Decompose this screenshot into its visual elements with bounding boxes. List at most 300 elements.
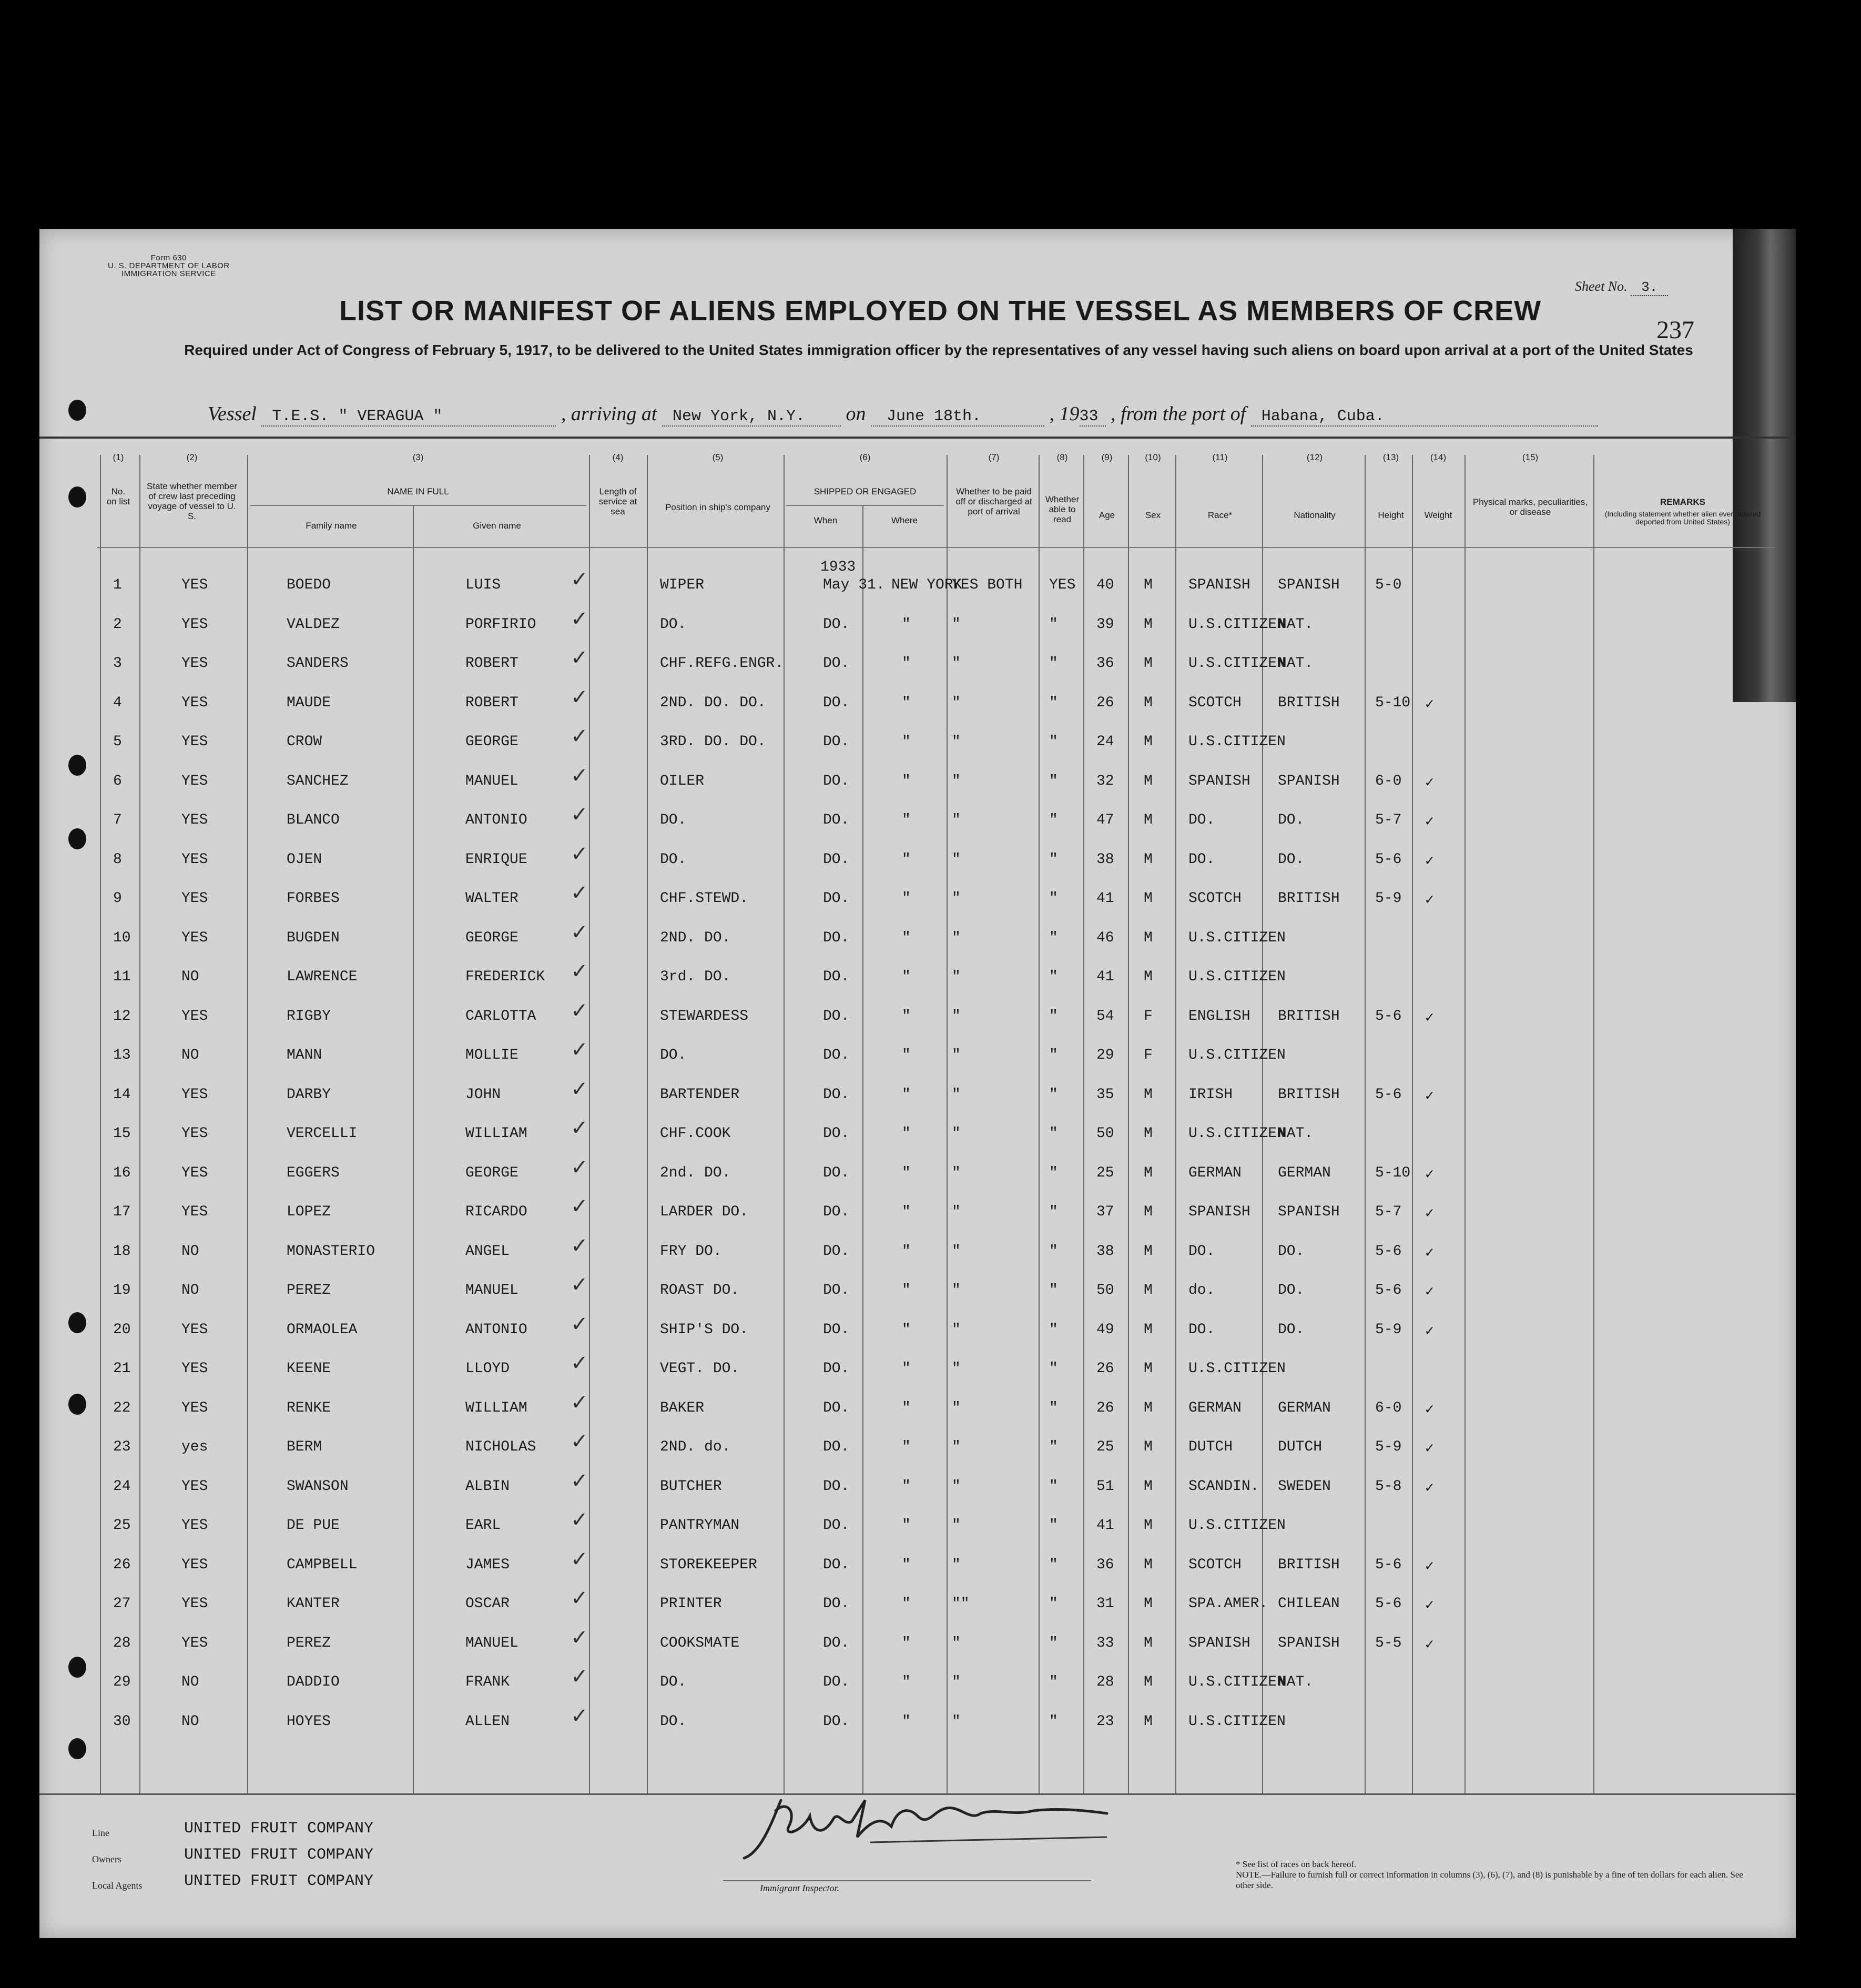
shipped-when-cell: DO.	[823, 1125, 850, 1142]
table-row	[39, 800, 1796, 839]
paid-off-cell: "	[952, 1361, 961, 1377]
age-cell: 36	[1096, 1556, 1114, 1573]
col-num-1: (1)	[113, 452, 124, 462]
sex-cell: M	[1144, 1086, 1153, 1103]
col-header-given-name: Given name	[473, 521, 521, 531]
row-number-cell: 4	[113, 694, 122, 711]
weight-cell: ✓	[1425, 814, 1434, 830]
able-to-read-cell: "	[1049, 734, 1058, 750]
year-label: , 19	[1049, 403, 1080, 425]
check-mark-icon: ✓	[571, 1038, 588, 1062]
previous-voyage-cell: YES	[181, 655, 208, 672]
shipped-where-cell: "	[902, 1596, 911, 1612]
previous-voyage-cell: YES	[181, 694, 208, 711]
table-row	[39, 1271, 1796, 1310]
position-cell: DO.	[660, 1674, 687, 1690]
col-header-when: When	[813, 515, 838, 525]
paid-off-cell: "	[952, 1243, 961, 1260]
previous-voyage-cell: YES	[181, 773, 208, 789]
weight-cell: ✓	[1425, 1010, 1434, 1027]
row-number-cell: 19	[113, 1282, 131, 1299]
row-number-cell: 13	[113, 1047, 131, 1063]
nationality-cell: DO.	[1278, 812, 1305, 828]
inspector-signature	[739, 1779, 1117, 1874]
col-header-age: Age	[1099, 510, 1115, 520]
col-header-weight: Weight	[1424, 510, 1452, 520]
paid-off-cell: "	[952, 1517, 961, 1534]
age-cell: 25	[1096, 1439, 1114, 1455]
given-name-cell: MANUEL	[465, 1635, 518, 1651]
height-cell: 5-0	[1375, 577, 1402, 593]
arriving-label: , arriving at	[561, 403, 657, 425]
shipped-when-cell: DO.	[823, 694, 850, 711]
punch-hole	[68, 400, 86, 421]
shipped-where-cell: "	[902, 1635, 911, 1651]
weight-cell: ✓	[1425, 1480, 1434, 1497]
check-mark-icon: ✓	[571, 763, 588, 788]
shipped-sub-rule	[786, 505, 944, 506]
row-number-cell: 18	[113, 1243, 131, 1260]
check-mark-icon: ✓	[571, 881, 588, 905]
height-cell: 5-10	[1375, 694, 1411, 711]
nationality-cell: DO.	[1278, 1282, 1305, 1299]
punch-hole	[68, 486, 86, 508]
race-cell: SCOTCH	[1188, 1556, 1242, 1573]
shipped-when-cell: DO.	[823, 1321, 850, 1338]
previous-voyage-cell: YES	[181, 1321, 208, 1338]
height-cell: 5-7	[1375, 1204, 1402, 1220]
family-name-cell: SWANSON	[287, 1478, 349, 1495]
height-cell: 5-9	[1375, 890, 1402, 907]
position-cell: VEGT. DO.	[660, 1361, 740, 1377]
arrival-port: New York, N.Y.	[662, 408, 841, 427]
height-cell: 5-6	[1375, 1086, 1402, 1103]
able-to-read-cell: "	[1049, 1243, 1058, 1260]
nationality-cell: GERMAN	[1278, 1164, 1331, 1181]
table-row	[39, 1349, 1796, 1388]
col-num-12: (12)	[1306, 452, 1323, 462]
row-number-cell: 22	[113, 1399, 131, 1416]
shipped-when-cell: DO.	[823, 1635, 850, 1651]
race-cell: GERMAN	[1188, 1399, 1242, 1416]
age-cell: 51	[1096, 1478, 1114, 1495]
position-cell: 2ND. DO.	[660, 929, 731, 946]
position-cell: CHF.COOK	[660, 1125, 731, 1142]
age-cell: 38	[1096, 1243, 1114, 1260]
given-name-cell: ALBIN	[465, 1478, 510, 1495]
col-header-paid-off: Whether to be paid off or discharged at port of arrival	[955, 486, 1032, 516]
nationality-cell: NAT.	[1278, 1125, 1314, 1142]
position-cell: 2nd. DO.	[660, 1164, 731, 1181]
shipped-where-cell: "	[902, 1517, 911, 1534]
previous-voyage-cell: NO	[181, 1674, 199, 1690]
shipped-when-cell: DO.	[823, 1517, 850, 1534]
race-cell: DO.	[1188, 1321, 1215, 1338]
age-cell: 38	[1096, 851, 1114, 868]
paid-off-cell: "	[952, 1321, 961, 1338]
check-mark-icon: ✓	[571, 685, 588, 709]
shipped-where-cell: "	[902, 1164, 911, 1181]
shipped-where-cell: "	[902, 1361, 911, 1377]
row-number-cell: 6	[113, 773, 122, 789]
given-name-cell: ANTONIO	[465, 1321, 527, 1338]
shipped-year-note: 1933	[820, 559, 856, 575]
form-number: Form 630	[150, 253, 187, 262]
able-to-read-cell: "	[1049, 1399, 1058, 1416]
height-cell: 5-6	[1375, 1556, 1402, 1573]
race-cell: U.S.CITIZEN	[1188, 1125, 1286, 1142]
height-cell: 5-9	[1375, 1321, 1402, 1338]
family-name-cell: CAMPBELL	[287, 1556, 358, 1573]
position-cell: 3RD. DO. DO.	[660, 734, 766, 750]
height-cell: 6-0	[1375, 773, 1402, 789]
sex-cell: M	[1144, 1635, 1153, 1651]
weight-cell: ✓	[1425, 1441, 1434, 1457]
row-number-cell: 1	[113, 577, 122, 593]
given-name-cell: JOHN	[465, 1086, 501, 1103]
position-cell: BARTENDER	[660, 1086, 740, 1103]
document-subtitle: Required under Act of Congress of February 5, 1917, to be delivered to the United States immigration officer by the representatives of any vessel having such aliens on board upon arrival at a port of the United States	[184, 342, 1693, 358]
nationality-cell: BRITISH	[1278, 694, 1340, 711]
age-cell: 28	[1096, 1674, 1114, 1690]
sex-cell: M	[1144, 577, 1153, 593]
paid-off-cell: YES BOTH	[952, 577, 1023, 593]
shipped-where-cell: "	[902, 890, 911, 907]
nationality-cell: CHILEAN	[1278, 1596, 1340, 1612]
given-name-cell: WALTER	[465, 890, 518, 907]
col-header-remarks-note: (Including statement whether alien ever ordered deported from United States)	[1604, 510, 1761, 526]
paid-off-cell: "	[952, 1635, 961, 1651]
position-cell: STOREKEEPER	[660, 1556, 757, 1573]
row-number-cell: 29	[113, 1674, 131, 1690]
previous-voyage-cell: YES	[181, 1164, 208, 1181]
sex-cell: M	[1144, 1164, 1153, 1181]
shipped-where-cell: "	[902, 616, 911, 633]
row-number-cell: 21	[113, 1361, 131, 1377]
shipped-when-cell: DO.	[823, 1399, 850, 1416]
arrival-year: 33	[1080, 408, 1106, 427]
col-num-2: (2)	[186, 452, 198, 462]
sex-cell: M	[1144, 851, 1153, 868]
line-label: Line	[92, 1828, 109, 1838]
table-row	[39, 644, 1796, 683]
table-row	[39, 1506, 1796, 1545]
paid-off-cell: "	[952, 616, 961, 633]
row-number-cell: 27	[113, 1596, 131, 1612]
position-cell: CHF.STEWD.	[660, 890, 749, 907]
paid-off-cell: "	[952, 1478, 961, 1495]
col-num-15: (15)	[1522, 452, 1539, 462]
table-row	[39, 1662, 1796, 1701]
row-number-cell: 8	[113, 851, 122, 868]
check-mark-icon: ✓	[571, 1116, 588, 1140]
table-row	[39, 957, 1796, 996]
row-number-cell: 2	[113, 616, 122, 633]
footnotes	[1236, 1859, 1762, 1891]
previous-voyage-cell: NO	[181, 1243, 199, 1260]
family-name-cell: KEENE	[287, 1361, 331, 1377]
shipped-where-cell: "	[902, 1556, 911, 1573]
shipped-where-cell: "	[902, 969, 911, 985]
weight-cell: ✓	[1425, 1598, 1434, 1614]
sex-cell: M	[1144, 1361, 1153, 1377]
sex-cell: M	[1144, 734, 1153, 750]
shipped-when-cell: DO.	[823, 734, 850, 750]
family-name-cell: LAWRENCE	[287, 969, 358, 985]
table-row	[39, 1192, 1796, 1231]
race-cell: U.S.CITIZEN	[1188, 1361, 1286, 1377]
sex-cell: M	[1144, 1556, 1153, 1573]
position-cell: LARDER DO.	[660, 1204, 749, 1220]
able-to-read-cell: "	[1049, 655, 1058, 672]
nationality-cell: NAT.	[1278, 655, 1314, 672]
previous-voyage-cell: NO	[181, 1282, 199, 1299]
row-number-cell: 15	[113, 1125, 131, 1142]
sheet-number	[1575, 279, 1668, 295]
able-to-read-cell: "	[1049, 969, 1058, 985]
row-number-cell: 20	[113, 1321, 131, 1338]
weight-cell: ✓	[1425, 775, 1434, 792]
col-num-10: (10)	[1145, 452, 1161, 462]
col-num-8: (8)	[1056, 452, 1068, 462]
shipped-when-cell: DO.	[823, 851, 850, 868]
previous-voyage-cell: YES	[181, 1125, 208, 1142]
shipped-when-cell: DO.	[823, 1164, 850, 1181]
age-cell: 23	[1096, 1713, 1114, 1730]
shipped-where-cell: "	[902, 1204, 911, 1220]
shipped-where-cell: "	[902, 929, 911, 946]
weight-cell: ✓	[1425, 1167, 1434, 1183]
table-row	[39, 1310, 1796, 1349]
position-cell: COOKSMATE	[660, 1635, 740, 1651]
able-to-read-cell: "	[1049, 1556, 1058, 1573]
shipped-where-cell: NEW YORK	[891, 577, 962, 593]
sex-cell: M	[1144, 1713, 1153, 1730]
given-name-cell: ANGEL	[465, 1243, 510, 1260]
col-num-13: (13)	[1382, 452, 1399, 462]
nationality-cell: BRITISH	[1278, 1086, 1340, 1103]
check-mark-icon: ✓	[571, 1703, 588, 1728]
col-header-name: NAME IN FULL	[387, 486, 449, 496]
col-header-no: No. on list	[106, 486, 130, 506]
table-row	[39, 840, 1796, 879]
nationality-cell: DO.	[1278, 1243, 1305, 1260]
given-name-cell: RICARDO	[465, 1204, 527, 1220]
family-name-cell: PEREZ	[287, 1635, 331, 1651]
col-num-4: (4)	[612, 452, 624, 462]
family-name-cell: VALDEZ	[287, 616, 340, 633]
age-cell: 49	[1096, 1321, 1114, 1338]
col-header-nationality: Nationality	[1294, 510, 1336, 520]
previous-voyage-cell: YES	[181, 1361, 208, 1377]
sex-cell: F	[1144, 1008, 1153, 1025]
family-name-cell: DARBY	[287, 1086, 331, 1103]
col-header-race: Race*	[1207, 510, 1233, 520]
position-cell: DO.	[660, 812, 687, 828]
check-mark-icon: ✓	[571, 1077, 588, 1101]
given-name-cell: LLOYD	[465, 1361, 510, 1377]
sex-cell: M	[1144, 812, 1153, 828]
given-name-cell: WILLIAM	[465, 1399, 527, 1416]
previous-voyage-cell: YES	[181, 812, 208, 828]
nationality-cell: DO.	[1278, 851, 1305, 868]
able-to-read-cell: "	[1049, 1164, 1058, 1181]
shipped-where-cell: "	[902, 773, 911, 789]
col-header-physical-marks: Physical marks, peculiarities, or disease	[1472, 497, 1588, 517]
paid-off-cell: "	[952, 655, 961, 672]
paid-off-cell: "	[952, 1008, 961, 1025]
sex-cell: M	[1144, 616, 1153, 633]
age-cell: 46	[1096, 929, 1114, 946]
nationality-cell: BRITISH	[1278, 1556, 1340, 1573]
owners-value: UNITED FRUIT COMPANY	[184, 1846, 374, 1864]
position-cell: STEWARDESS	[660, 1008, 749, 1025]
given-name-cell: CARLOTTA	[465, 1008, 536, 1025]
shipped-when-cell: DO.	[823, 1478, 850, 1495]
family-name-cell: VERCELLI	[287, 1125, 358, 1142]
able-to-read-cell: "	[1049, 1008, 1058, 1025]
race-cell: DO.	[1188, 851, 1215, 868]
shipped-when-cell: DO.	[823, 1439, 850, 1455]
given-name-cell: OSCAR	[465, 1596, 510, 1612]
position-cell: 3rd. DO.	[660, 969, 731, 985]
header-rule	[39, 437, 1796, 439]
check-mark-icon: ✓	[571, 803, 588, 827]
previous-voyage-cell: YES	[181, 577, 208, 593]
previous-voyage-cell: YES	[181, 1478, 208, 1495]
check-mark-icon: ✓	[571, 1547, 588, 1571]
from-label: , from the port of	[1111, 403, 1246, 425]
paid-off-cell: "	[952, 1282, 961, 1299]
shipped-when-cell: DO.	[823, 890, 850, 907]
position-cell: ROAST DO.	[660, 1282, 740, 1299]
height-cell: 5-6	[1375, 851, 1402, 868]
table-row	[39, 1153, 1796, 1192]
family-name-cell: BOEDO	[287, 577, 331, 593]
shipped-where-cell: "	[902, 1243, 911, 1260]
table-row	[39, 997, 1796, 1036]
race-cell: U.S.CITIZEN	[1188, 1713, 1286, 1730]
weight-cell: ✓	[1425, 1088, 1434, 1105]
check-mark-icon: ✓	[571, 841, 588, 866]
table-row	[39, 1427, 1796, 1466]
given-name-cell: JAMES	[465, 1556, 510, 1573]
shipped-where-cell: "	[902, 1125, 911, 1142]
race-cell: DUTCH	[1188, 1439, 1233, 1455]
previous-voyage-cell: YES	[181, 929, 208, 946]
inspector-label: Immigrant Inspector.	[760, 1883, 839, 1893]
able-to-read-cell: "	[1049, 1047, 1058, 1063]
shipped-where-cell: "	[902, 1008, 911, 1025]
col-header-family-name: Family name	[306, 521, 357, 531]
sex-cell: M	[1144, 1596, 1153, 1612]
given-name-cell: ROBERT	[465, 694, 518, 711]
check-mark-icon: ✓	[571, 1312, 588, 1336]
line-value: UNITED FRUIT COMPANY	[184, 1820, 374, 1838]
voyage-details	[208, 402, 1598, 427]
shipped-when-cell: DO.	[823, 1556, 850, 1573]
age-cell: 24	[1096, 734, 1114, 750]
nationality-cell: DUTCH	[1278, 1439, 1323, 1455]
sex-cell: M	[1144, 1321, 1153, 1338]
row-number-cell: 17	[113, 1204, 131, 1220]
given-name-cell: MOLLIE	[465, 1047, 518, 1063]
nationality-cell: SPANISH	[1278, 1635, 1340, 1651]
table-row	[39, 565, 1796, 604]
departure-port: Habana, Cuba.	[1251, 408, 1598, 427]
shipped-when-cell: DO.	[823, 655, 850, 672]
weight-cell: ✓	[1425, 696, 1434, 713]
able-to-read-cell: "	[1049, 929, 1058, 946]
row-number-cell: 26	[113, 1556, 131, 1573]
table-row	[39, 1036, 1796, 1074]
race-cell: do.	[1188, 1282, 1215, 1299]
able-to-read-cell: "	[1049, 851, 1058, 868]
table-row	[39, 1545, 1796, 1584]
col-header-sex: Sex	[1145, 510, 1161, 520]
weight-cell: ✓	[1425, 1558, 1434, 1575]
nationality-cell: BRITISH	[1278, 1008, 1340, 1025]
position-cell: PRINTER	[660, 1596, 722, 1612]
able-to-read-cell: "	[1049, 1125, 1058, 1142]
col-num-7: (7)	[988, 452, 1000, 462]
able-to-read-cell: "	[1049, 1204, 1058, 1220]
check-mark-icon: ✓	[571, 959, 588, 983]
height-cell: 5-5	[1375, 1635, 1402, 1651]
able-to-read-cell: "	[1049, 1517, 1058, 1534]
paid-off-cell: "	[952, 812, 961, 828]
col-header-remarks: REMARKS	[1660, 497, 1705, 507]
given-name-cell: EARL	[465, 1517, 501, 1534]
race-cell: U.S.CITIZEN	[1188, 616, 1286, 633]
position-cell: PANTRYMAN	[660, 1517, 740, 1534]
col-header-where: Where	[891, 515, 918, 525]
family-name-cell: SANDERS	[287, 655, 349, 672]
able-to-read-cell: "	[1049, 1321, 1058, 1338]
check-mark-icon: ✓	[571, 1390, 588, 1415]
race-cell: SPANISH	[1188, 773, 1250, 789]
sex-cell: M	[1144, 773, 1153, 789]
header-bottom-rule	[97, 547, 1775, 548]
paid-off-cell: "	[952, 1399, 961, 1416]
agents-value: UNITED FRUIT COMPANY	[184, 1872, 374, 1890]
department-name: U. S. DEPARTMENT OF LABOR	[108, 261, 230, 270]
signature-line	[723, 1880, 1091, 1881]
race-cell: U.S.CITIZEN	[1188, 969, 1286, 985]
row-number-cell: 11	[113, 969, 131, 985]
shipped-when-cell: DO.	[823, 1243, 850, 1260]
age-cell: 41	[1096, 969, 1114, 985]
paid-off-cell: "	[952, 969, 961, 985]
shipped-where-cell: "	[902, 1713, 911, 1730]
check-mark-icon: ✓	[571, 920, 588, 945]
able-to-read-cell: "	[1049, 890, 1058, 907]
shipped-when-cell: DO.	[823, 1674, 850, 1690]
race-cell: SPANISH	[1188, 577, 1250, 593]
race-cell: U.S.CITIZEN	[1188, 734, 1286, 750]
nationality-cell: SPANISH	[1278, 577, 1340, 593]
previous-voyage-cell: NO	[181, 1713, 199, 1730]
table-row	[39, 918, 1796, 957]
paid-off-cell: "	[952, 1556, 961, 1573]
previous-voyage-cell: YES	[181, 734, 208, 750]
race-cell: U.S.CITIZEN	[1188, 1517, 1286, 1534]
paid-off-cell: "	[952, 694, 961, 711]
able-to-read-cell: "	[1049, 773, 1058, 789]
family-name-cell: SANCHEZ	[287, 773, 349, 789]
check-mark-icon: ✓	[571, 606, 588, 631]
given-name-cell: FRANK	[465, 1674, 510, 1690]
